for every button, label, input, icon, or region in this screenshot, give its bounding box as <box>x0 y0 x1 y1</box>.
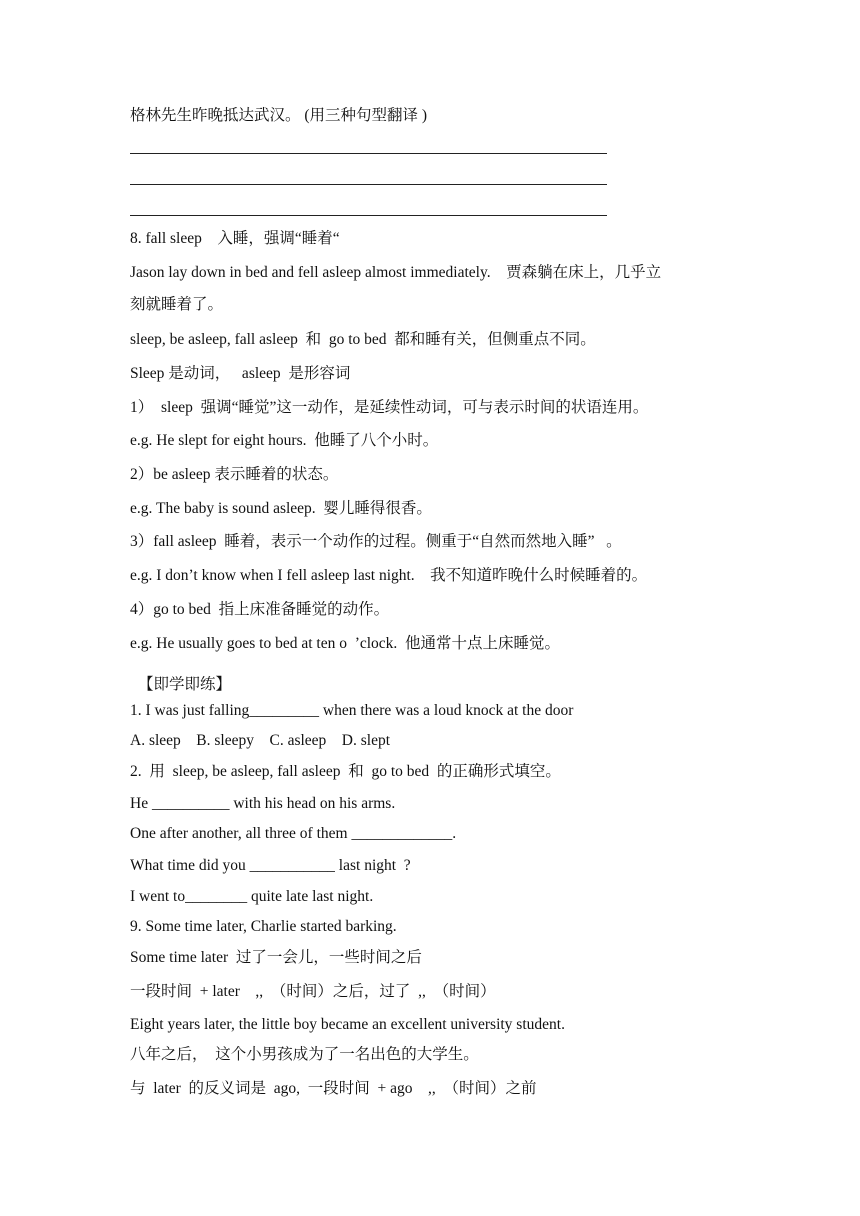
answer-line-3 <box>130 215 607 216</box>
section-9-example-translation: 八年之后， 这个小男孩成为了一名出色的大学生。 <box>130 1046 479 1063</box>
section-9-example: Eight years later, the little boy became an excellent university student. <box>130 1016 565 1033</box>
question-2-c: What time did you ___________ last night ? <box>130 857 411 874</box>
section-9-pattern: 一段时间 + later ,, （时间）之后，过了 ,, （时间） <box>130 983 496 1000</box>
question-2: 2. 用 sleep, be asleep, fall asleep 和 go to bed 的正确形式填空。 <box>130 763 561 780</box>
point-2: 2）be asleep 表示睡着的状态。 <box>130 466 339 483</box>
translation-prompt: 格林先生昨晚抵达武汉。 (用三种句型翻译 ) <box>130 107 428 124</box>
answer-line-2 <box>130 184 607 185</box>
section-9-antonym: 与 later 的反义词是 ago, 一段时间 + ago ,, （时间）之前 <box>130 1080 537 1097</box>
point-3: 3）fall asleep 睡着，表示一个动作的过程。侧重于“自然而然地入睡” 。 <box>130 533 622 550</box>
question-1-options: A. sleep B. sleepy C. asleep D. slept <box>130 732 391 749</box>
practice-heading: 【即学即练】 <box>138 676 232 693</box>
section-8-part-of-speech: Sleep 是动词， asleep 是形容词 <box>130 365 351 382</box>
section-8-heading: 8. fall sleep 入睡，强调“睡着“ <box>130 230 340 247</box>
section-8-comparison: sleep, be asleep, fall asleep 和 go to bed 都和睡有关，但侧重点不同。 <box>130 331 596 348</box>
point-1: 1） sleep 强调“睡觉”这一动作，是延续性动词，可与表示时间的状语连用。 <box>130 399 649 416</box>
section-8-example-line-2: 刻就睡着了。 <box>130 296 224 313</box>
question-2-b: One after another, all three of them _____________. <box>130 825 457 842</box>
point-1-example: e.g. He slept for eight hours. 他睡了八个小时。 <box>130 432 439 449</box>
point-2-example: e.g. The baby is sound asleep. 婴儿睡得很香。 <box>130 500 432 517</box>
section-9-meaning: Some time later 过了一会儿，一些时间之后 <box>130 949 422 966</box>
point-4: 4）go to bed 指上床准备睡觉的动作。 <box>130 601 390 618</box>
question-2-d: I went to________ quite late last night. <box>130 888 374 905</box>
section-9-heading: 9. Some time later, Charlie started barking. <box>130 918 397 935</box>
point-4-example: e.g. He usually goes to bed at ten o ’clock. 他通常十点上床睡觉。 <box>130 635 561 652</box>
point-3-example: e.g. I don’t know when I fell asleep last night. 我不知道昨晚什么时候睡着的。 <box>130 567 648 584</box>
question-2-a: He __________ with his head on his arms. <box>130 795 396 812</box>
answer-line-1 <box>130 153 607 154</box>
question-1: 1. I was just falling_________ when there was a loud knock at the door <box>130 702 574 719</box>
section-8-example-line-1: Jason lay down in bed and fell asleep almost immediately. 贾森躺在床上，几乎立 <box>130 264 662 281</box>
